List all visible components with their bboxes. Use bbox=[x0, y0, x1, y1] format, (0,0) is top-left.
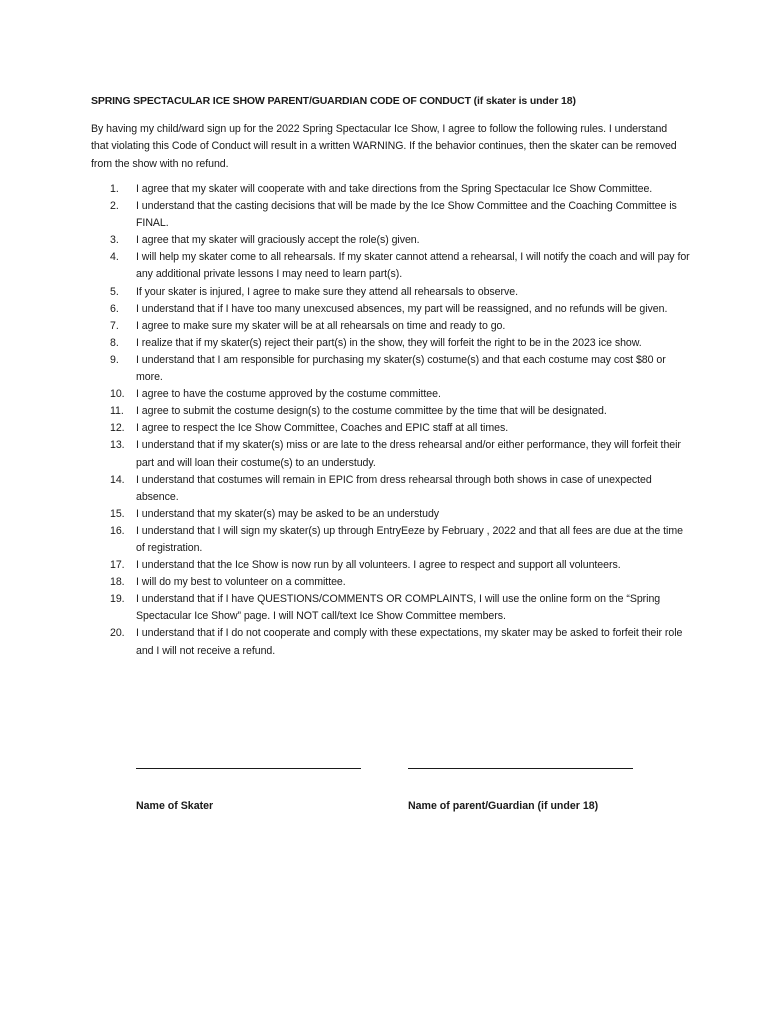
rule-item bbox=[91, 420, 691, 437]
rule-text: I will do my best to volunteer on a committee. bbox=[136, 576, 346, 589]
guardian-signature-line bbox=[408, 768, 633, 769]
rule-item bbox=[91, 591, 691, 625]
rule-number: 19. bbox=[110, 593, 125, 606]
rule-item bbox=[91, 249, 691, 283]
rule-text: I understand that I am responsible for purchasing my skater(s) costume(s) and that each costume may cost $80 or more. bbox=[136, 353, 666, 384]
rule-text: I understand that costumes will remain in EPIC from dress rehearsal through both shows in case of unexpected absence. bbox=[136, 473, 652, 503]
rule-text: I understand that I will sign my skater(s) up through EntryEeze by February , 2022 and that all fees are due at the time of registration. bbox=[136, 524, 683, 554]
rule-item bbox=[91, 557, 691, 574]
rule-number: 1. bbox=[110, 183, 119, 195]
rule-number: 10. bbox=[110, 388, 125, 401]
rule-number: 5. bbox=[110, 285, 119, 298]
rule-number: 2. bbox=[110, 200, 119, 213]
rule-item bbox=[91, 523, 691, 557]
rule-item bbox=[91, 403, 691, 420]
rule-item bbox=[91, 352, 691, 386]
rule-item bbox=[91, 232, 691, 249]
rule-number: 18. bbox=[110, 576, 125, 589]
rule-text: I agree that my skater will cooperate with and take directions from the Spring Spectacular Ice Show Committee. bbox=[136, 183, 653, 195]
skater-signature-line bbox=[136, 768, 361, 769]
rule-item bbox=[91, 386, 691, 403]
guardian-name-label: Name of parent/Guardian (if under 18) bbox=[408, 800, 599, 812]
rule-item bbox=[91, 437, 691, 471]
rule-item bbox=[91, 472, 691, 506]
rule-item bbox=[91, 318, 691, 335]
rule-item bbox=[91, 625, 691, 659]
rule-number: 9. bbox=[110, 353, 119, 366]
rule-item bbox=[91, 335, 691, 352]
rule-number: 20. bbox=[110, 627, 125, 640]
rule-text: I realize that if my skater(s) reject their part(s) in the show, they will forfeit the right to be in the 2023 ice show. bbox=[136, 336, 642, 349]
rule-text: I understand that if I have too many unexcused absences, my part will be reassigned, and no refunds will be given. bbox=[136, 302, 668, 315]
rule-text: I agree to have the costume approved by the costume committee. bbox=[136, 388, 441, 401]
rule-item bbox=[91, 284, 691, 301]
rule-number: 12. bbox=[110, 422, 125, 435]
rule-number: 13. bbox=[110, 439, 125, 452]
document-title: SPRING SPECTACULAR ICE SHOW PARENT/GUARDIAN CODE OF CONDUCT (if skater is under 18) bbox=[91, 95, 576, 107]
rule-text: I understand that if I have QUESTIONS/COMMENTS OR COMPLAINTS, I will use the online form on the “Spring Spectacular Ice Show” page. I will NOT call/text Ice Show Committee members. bbox=[136, 593, 661, 623]
skater-name-label: Name of Skater bbox=[136, 800, 214, 812]
rule-number: 7. bbox=[110, 319, 119, 332]
intro-paragraph: By having my child/ward sign up for the 2022 Spring Spectacular Ice Show, I agree to follow the following rules. I understand that violating this Code of Conduct will result in a written WARNING. If the behavior continues, then the skater can be removed from the show with no refund. bbox=[91, 123, 677, 170]
rule-text: If your skater is injured, I agree to make sure they attend all rehearsals to observe. bbox=[136, 285, 518, 298]
rule-number: 4. bbox=[110, 251, 119, 264]
rule-text: I understand that if I do not cooperate and comply with these expectations, my skater may be asked to forfeit their role and I will not receive a refund. bbox=[136, 627, 683, 657]
rule-text: I understand that if my skater(s) miss or are late to the dress rehearsal and/or either performance, they will forfeit their part and will loan their costume(s) to an understudy. bbox=[136, 439, 681, 469]
rule-item bbox=[91, 506, 691, 523]
rule-number: 15. bbox=[110, 507, 125, 520]
rule-text: I agree to submit the costume design(s) to the costume committee by the time that will be designated. bbox=[136, 405, 607, 418]
rule-text: I understand that the Ice Show is now run by all volunteers. I agree to respect and support all volunteers. bbox=[136, 559, 621, 572]
rule-text: I agree to make sure my skater will be at all rehearsals on time and ready to go. bbox=[136, 319, 506, 332]
rule-text: I agree that my skater will graciously accept the role(s) given. bbox=[136, 234, 420, 247]
rule-item bbox=[91, 574, 691, 591]
rule-number: 16. bbox=[110, 524, 125, 537]
rule-number: 6. bbox=[110, 302, 119, 315]
rule-text: I agree to respect the Ice Show Committee, Coaches and EPIC staff at all times. bbox=[136, 422, 509, 435]
rule-number: 14. bbox=[110, 473, 125, 486]
rule-text: I understand that the casting decisions that will be made by the Ice Show Committee and the Coaching Committee is FINAL. bbox=[136, 200, 677, 230]
rules-list bbox=[91, 181, 691, 660]
rule-text: I will help my skater come to all rehearsals. If my skater cannot attend a rehearsal, I will notify the coach and will pay for any additional private lessons I may need to learn part(s). bbox=[136, 251, 690, 281]
rule-number: 8. bbox=[110, 336, 119, 349]
rule-number: 3. bbox=[110, 234, 119, 247]
rule-item bbox=[91, 301, 691, 318]
rule-item bbox=[91, 198, 691, 232]
rule-text: I understand that my skater(s) may be asked to be an understudy bbox=[136, 507, 440, 520]
rule-number: 17. bbox=[110, 559, 125, 572]
rule-number: 11. bbox=[110, 405, 124, 418]
rule-item bbox=[91, 181, 691, 198]
